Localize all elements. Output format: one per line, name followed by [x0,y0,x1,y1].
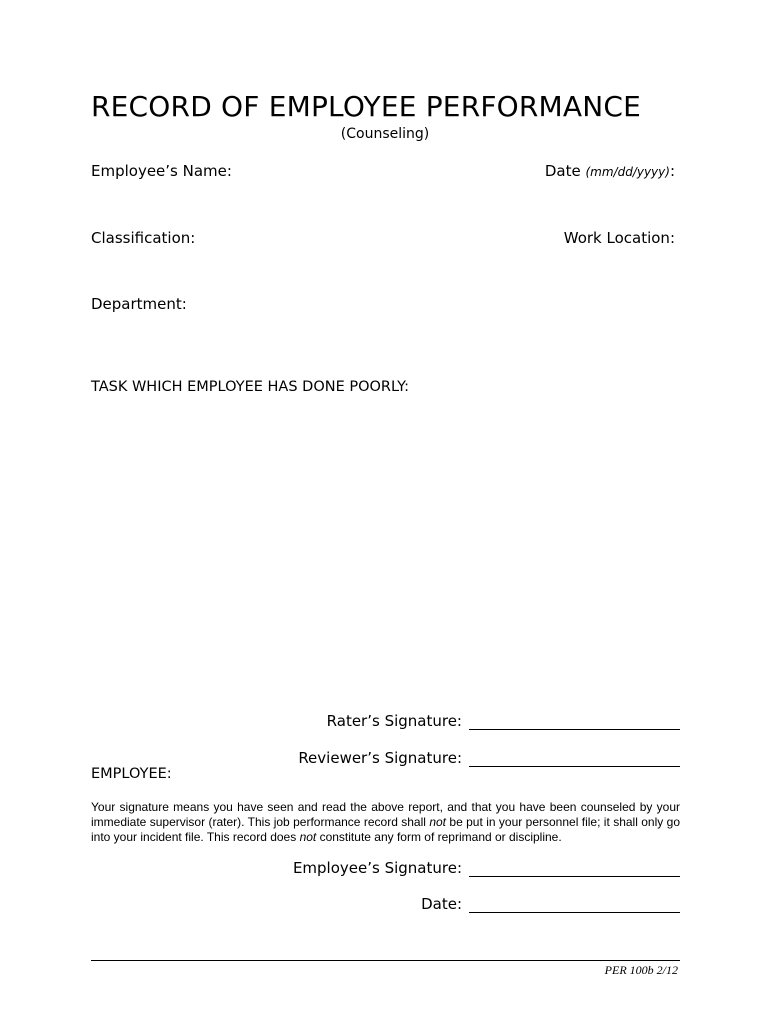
work-location-label: Work Location: [563,229,675,247]
date-field-label [545,162,675,180]
department-label: Department: [91,295,187,313]
reviewer-signature-label: Reviewer’s Signature: [298,749,462,767]
employee-section-label: EMPLOYEE: [91,766,172,782]
rater-signature-line[interactable] [469,729,680,730]
notice-part-2: be put in your personnel file; it shall only go into your incident file. This record does [91,815,681,844]
rater-signature-label: Rater’s Signature: [326,712,462,730]
classification-label: Classification: [91,229,196,247]
notice-part-3: constitute any form of reprimand or discipline. [316,830,562,844]
employee-name-label: Employee’s Name: [91,162,232,180]
employee-signature-line[interactable] [469,876,680,877]
employee-signature-label: Employee’s Signature: [292,859,462,877]
form-code: PER 100b 2/12 [604,963,678,977]
date-format-hint: (mm/dd/yyyy) [585,165,670,179]
notice-part-1: Your signature means you have seen and read the above report, and that you have been counseled by your immediate supervisor (rater). This job performance record shall [91,800,680,829]
task-label: TASK WHICH EMPLOYEE HAS DONE POORLY: [91,379,409,395]
form-title: RECORD OF EMPLOYEE PERFORMANCE [91,90,642,123]
form-subtitle: (Counseling) [340,126,430,142]
notice-emphasis-2: not [299,830,317,844]
date-colon: : [669,162,675,180]
date-label: Date [544,162,581,180]
signature-date-line[interactable] [469,912,680,913]
notice-emphasis-1: not [429,815,447,829]
reviewer-signature-line[interactable] [469,766,680,767]
signature-notice [91,800,680,845]
signature-date-label: Date: [421,895,462,913]
footer-divider [91,960,680,961]
